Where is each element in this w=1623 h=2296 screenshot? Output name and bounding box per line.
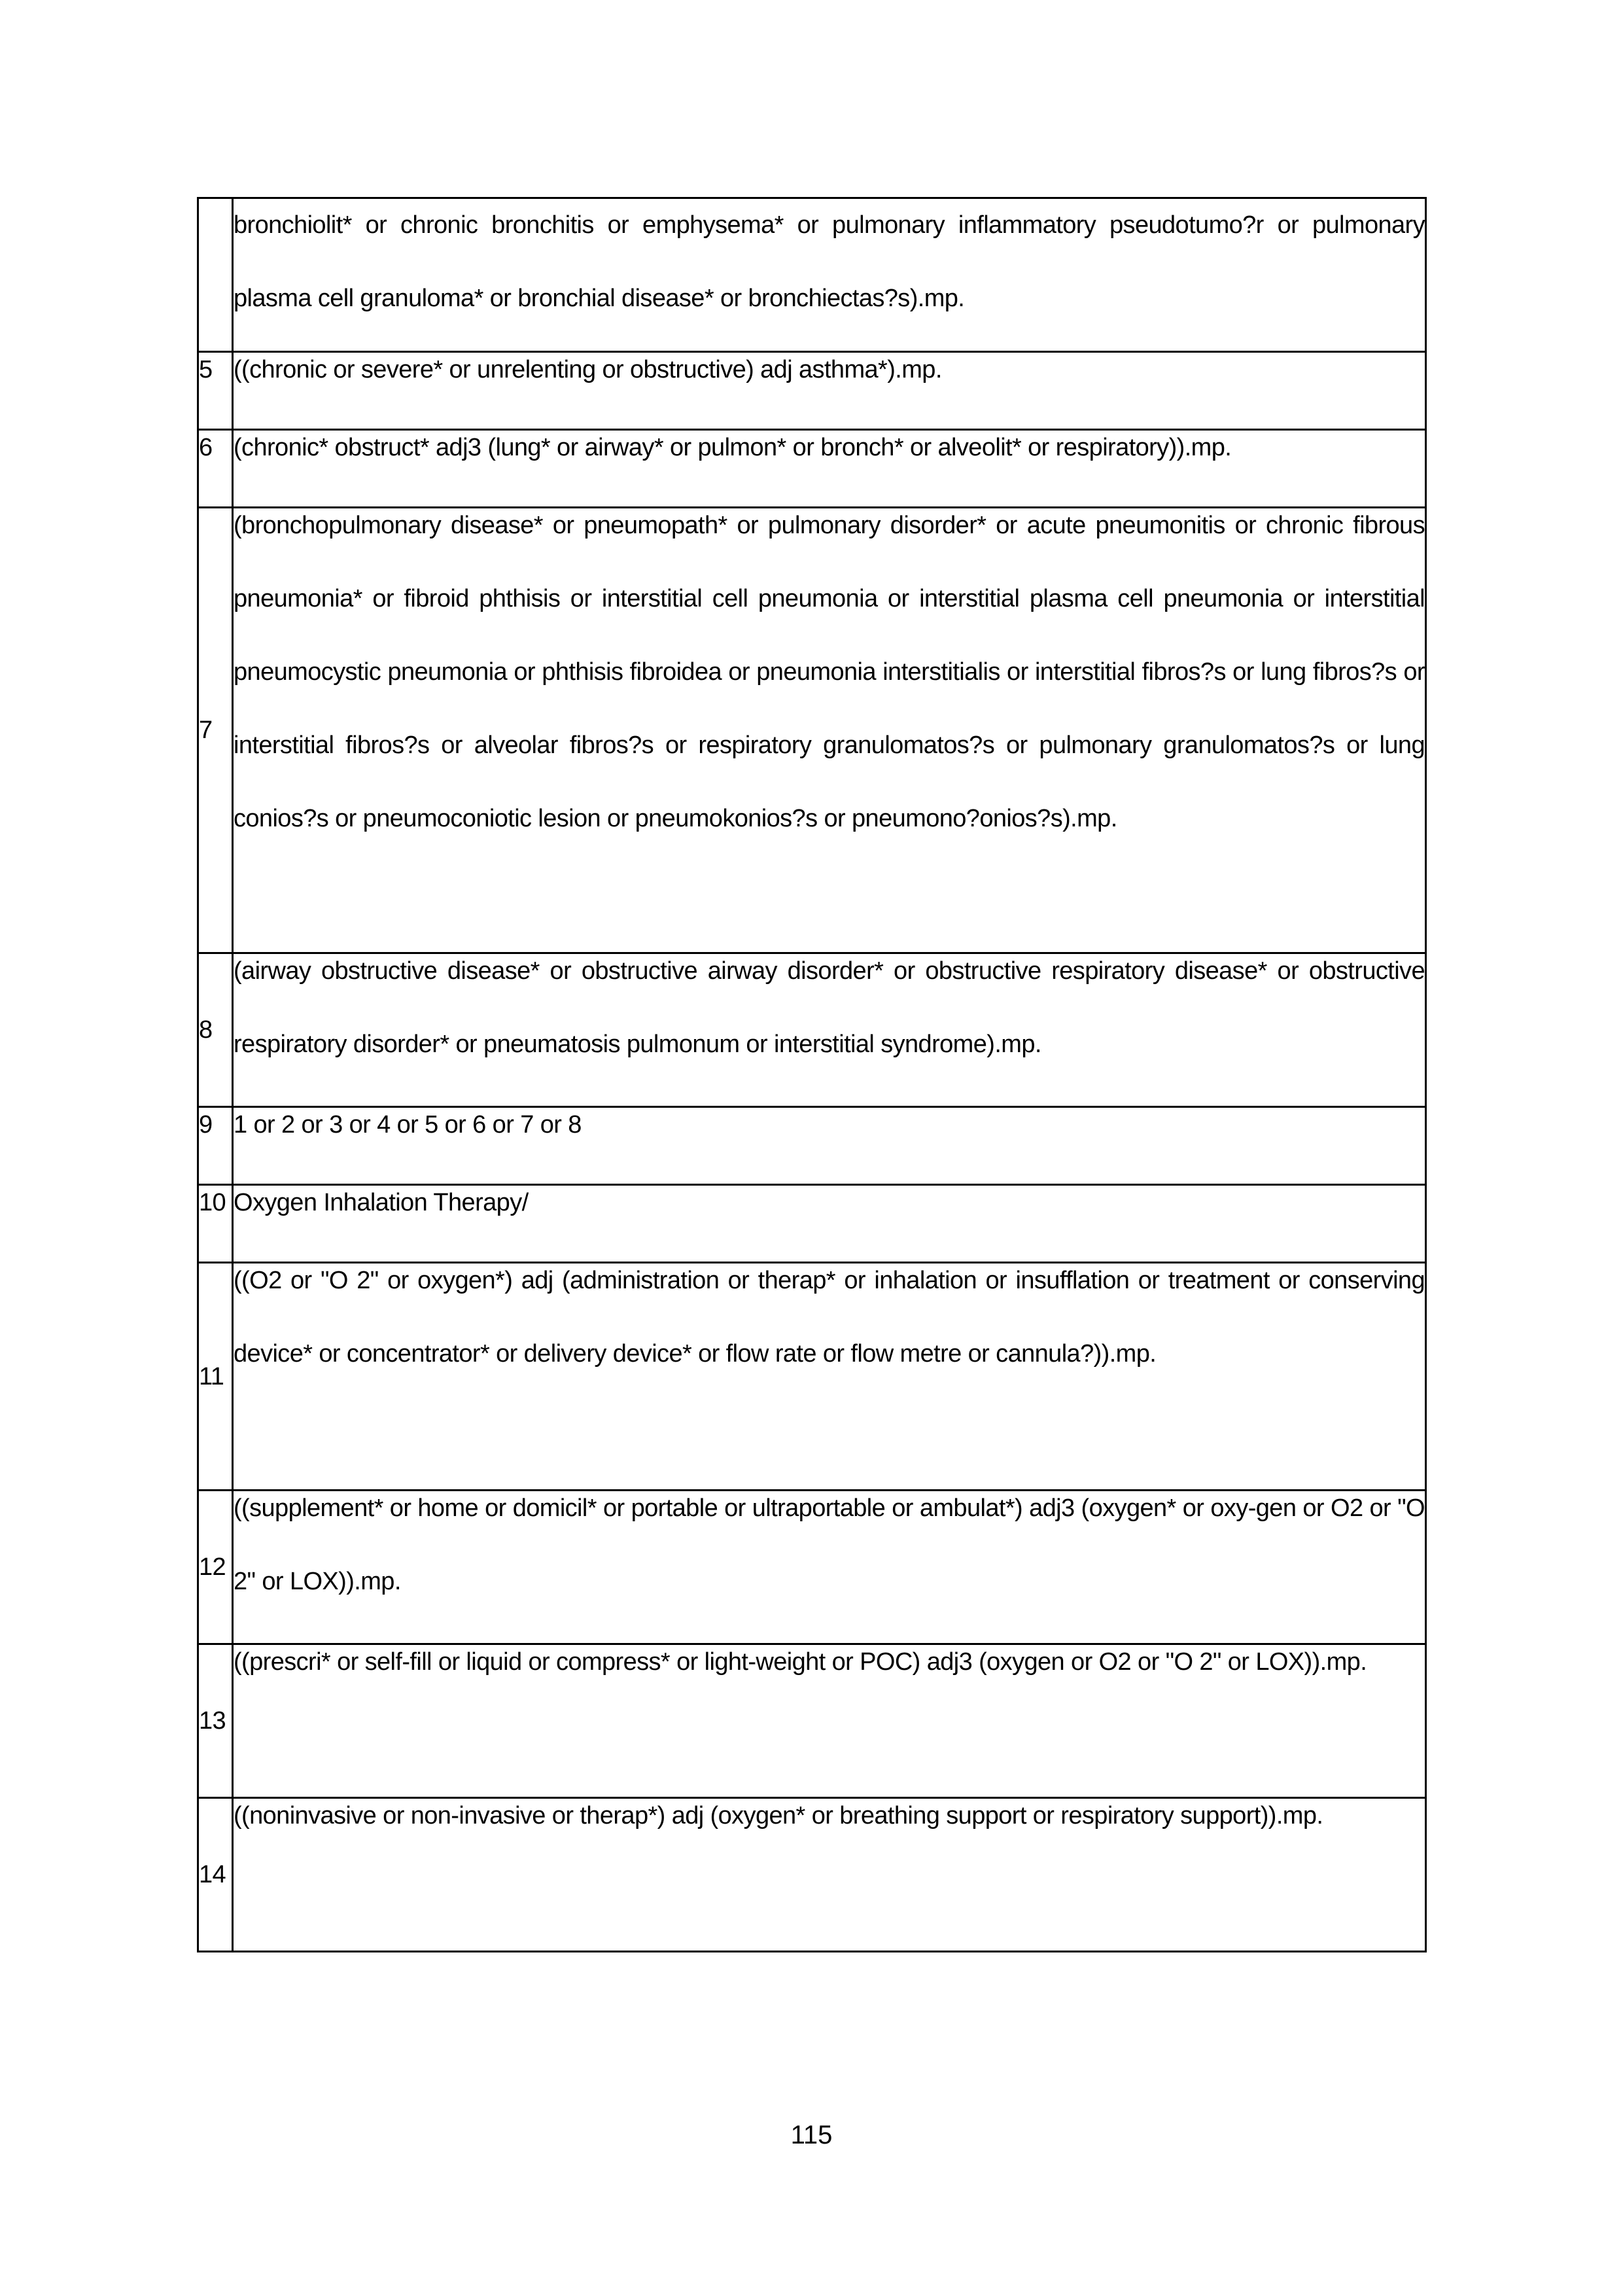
row-number: 5 — [199, 356, 213, 383]
table-row — [198, 953, 1426, 1107]
row-number-cell — [198, 430, 233, 508]
search-query-cell — [233, 198, 1426, 352]
search-query: ((O2 or "O 2" or oxygen*) adj (administration or therap* or inhalation or insufflation or treatment or conserving device* or concentrator* or delivery device* or flow rate or flow metre or cannula?)).mp. — [234, 1267, 1425, 1368]
search-query-cell — [233, 1798, 1426, 1952]
row-number-cell — [198, 1491, 233, 1644]
search-query-cell — [233, 1644, 1426, 1798]
table-row — [198, 1644, 1426, 1798]
search-query: ((supplement* or home or domicil* or portable or ultraportable or ambulat*) adj3 (oxygen* or oxy-gen or O2 or "O 2" or LOX)).mp. — [234, 1494, 1425, 1595]
search-query: Oxygen Inhalation Therapy/ — [234, 1189, 529, 1216]
row-number: 13 — [199, 1707, 226, 1735]
search-query: 1 or 2 or 3 or 4 or 5 or 6 or 7 or 8 — [234, 1111, 582, 1139]
row-number: 11 — [199, 1362, 224, 1390]
table-row — [198, 1798, 1426, 1952]
search-query: ((chronic or severe* or unrelenting or obstructive) adj asthma*).mp. — [234, 356, 942, 383]
table-row — [198, 198, 1426, 352]
row-number-cell — [198, 953, 233, 1107]
page-number: 115 — [790, 2121, 833, 2149]
row-number-cell — [198, 1798, 233, 1952]
search-strategy-table — [197, 197, 1427, 1952]
search-query: ((noninvasive or non-invasive or therap*) adj (oxygen* or breathing support or respiratory support)).mp. — [234, 1802, 1323, 1829]
row-number: 14 — [199, 1861, 226, 1888]
row-number-cell — [198, 508, 233, 953]
search-query: (airway obstructive disease* or obstructive airway disorder* or obstructive respiratory disease* or obstructive respiratory disorder* or pneumatosis pulmonum or interstitial syndrome).mp. — [234, 957, 1425, 1058]
search-query: bronchiolit* or chronic bronchitis or emphysema* or pulmonary inflammatory pseudotumo?r or pulmonary plasma cell granuloma* or bronchial disease* or bronchiectas?s).mp. — [234, 211, 1425, 312]
row-number: 7 — [199, 716, 213, 744]
row-number-cell — [198, 1185, 233, 1263]
row-number-cell — [198, 198, 233, 352]
search-query: (chronic* obstruct* adj3 (lung* or airway* or pulmon* or bronch* or alveolit* or respiratory)).mp. — [234, 434, 1232, 461]
search-query-cell — [233, 1263, 1426, 1491]
search-query-cell — [233, 1491, 1426, 1644]
table-row — [198, 1263, 1426, 1491]
row-number-cell — [198, 1644, 233, 1798]
search-query: ((prescri* or self-fill or liquid or compress* or light-weight or POC) adj3 (oxygen or O2 or "O 2" or LOX)).mp. — [234, 1648, 1367, 1676]
row-number: 12 — [199, 1553, 226, 1581]
row-number-cell — [198, 1263, 233, 1491]
row-number: 10 — [199, 1189, 226, 1216]
row-number: 6 — [199, 434, 213, 461]
search-query-cell — [233, 953, 1426, 1107]
search-query-cell — [233, 508, 1426, 953]
table-row — [198, 508, 1426, 953]
row-number: 8 — [199, 1016, 213, 1044]
table-row — [198, 1491, 1426, 1644]
search-query: (bronchopulmonary disease* or pneumopath* or pulmonary disorder* or acute pneumonitis or chronic fibrous pneumonia* or fibroid phthisis or interstitial cell pneumonia or interstitial plasma cell pneumonia or interstitial pneumocystic pneumonia or phthisis fibroidea or pneumonia interstitialis or interstitial fibros?s or lung fibros?s or interstitial fibros?s or alveolar fibros?s or respiratory granulomatos?s or pulmonary granulomatos?s or lung conios?s or pneumoconiotic lesion or pneumokonios?s or pneumono?onios?s).mp. — [234, 512, 1425, 832]
row-number: 9 — [199, 1111, 213, 1139]
